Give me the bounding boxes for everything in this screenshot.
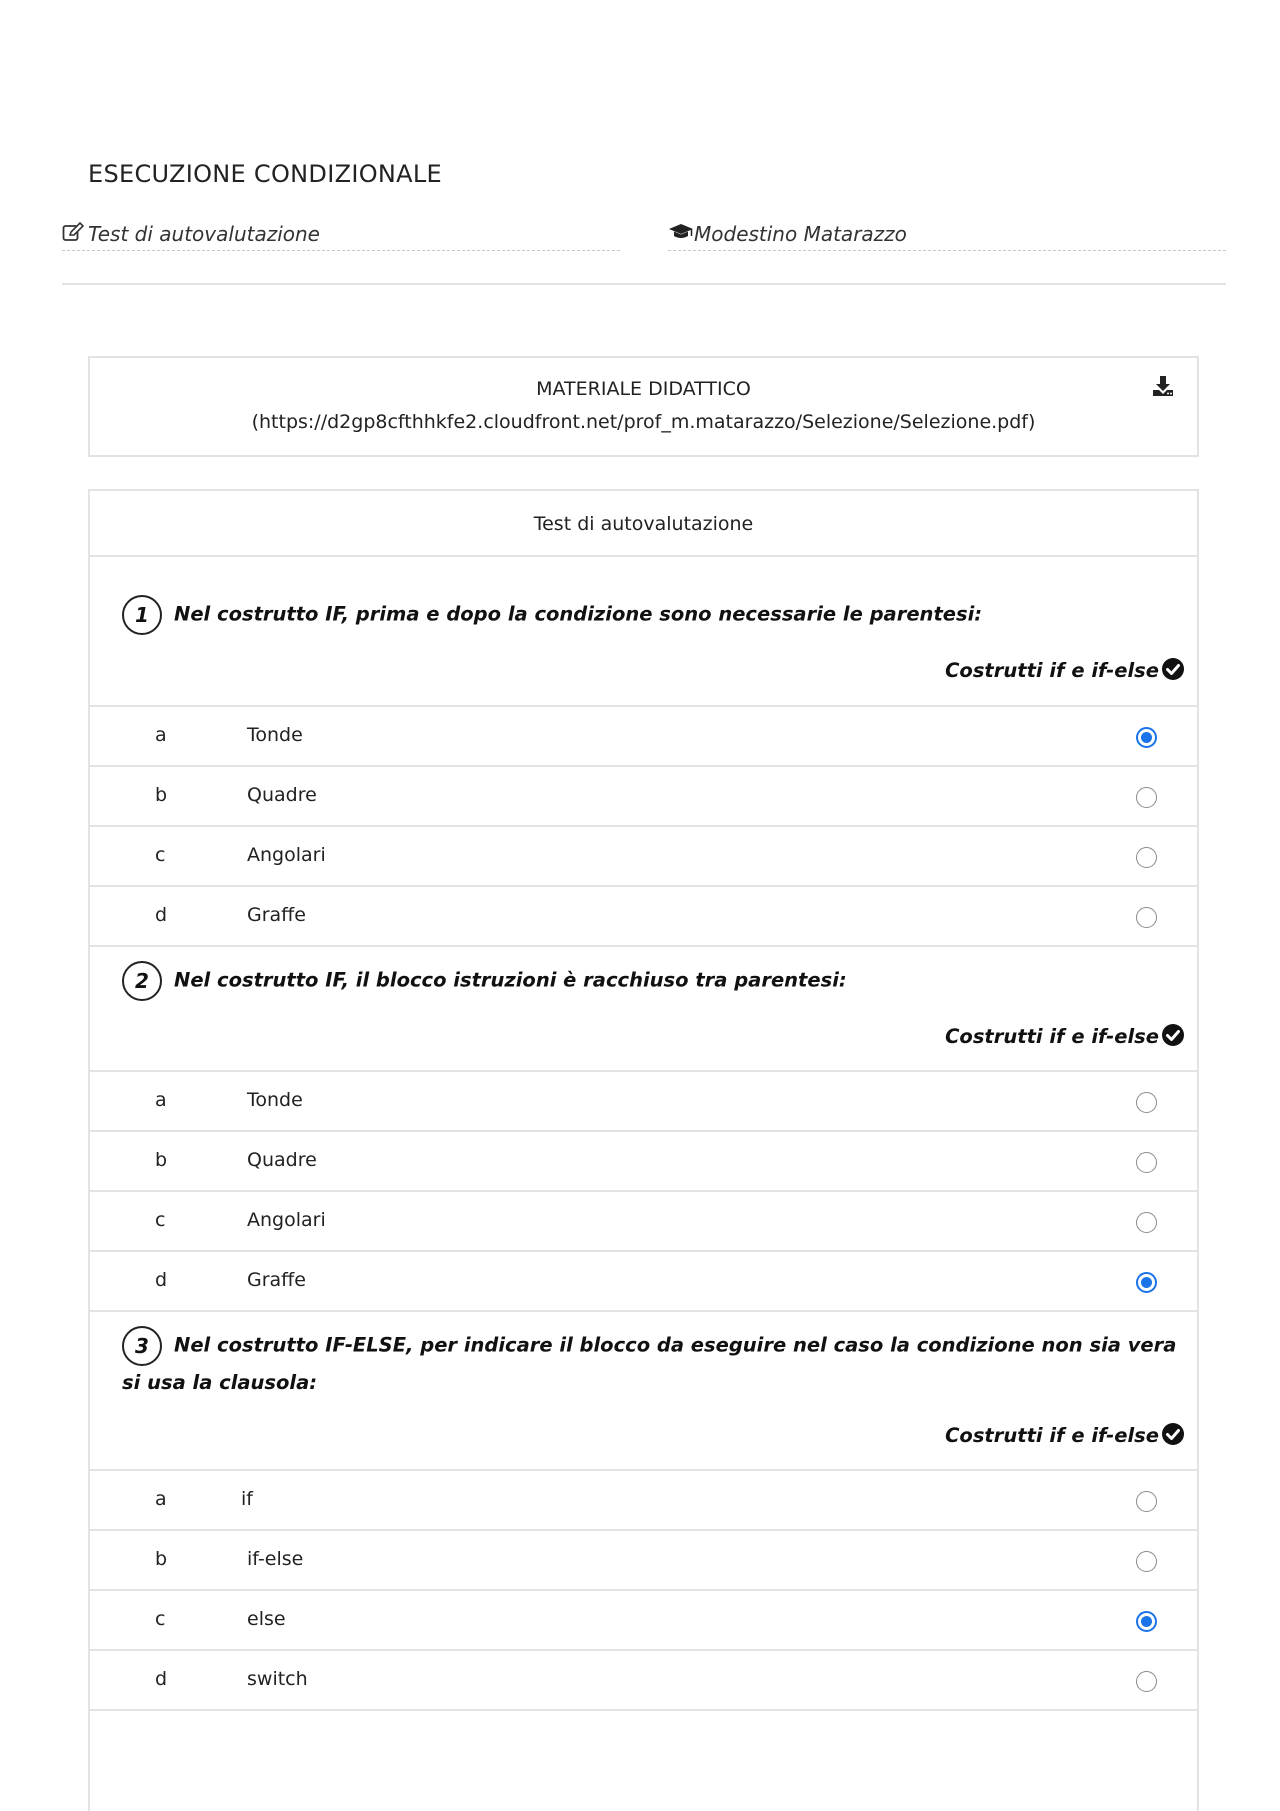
author-label: Modestino Matarazzo — [694, 222, 907, 246]
category-field — [62, 222, 620, 251]
question-topic — [945, 1422, 1185, 1447]
option-radio[interactable] — [1136, 1491, 1157, 1512]
answer-option[interactable] — [90, 1252, 1197, 1312]
option-letter: d — [155, 1269, 168, 1291]
question-text — [122, 961, 1185, 1001]
question-label: Nel costrutto IF, il blocco istruzioni è racchiuso tra parentesi: — [174, 968, 847, 992]
option-letter: a — [155, 1488, 167, 1510]
question-text — [122, 1326, 1185, 1399]
answer-option[interactable] — [90, 767, 1197, 827]
option-radio[interactable] — [1136, 727, 1157, 748]
option-label: switch — [247, 1668, 308, 1690]
option-label: else — [247, 1608, 286, 1630]
option-label: Tonde — [247, 724, 303, 746]
option-label: if-else — [247, 1548, 304, 1570]
option-radio[interactable] — [1136, 1152, 1157, 1173]
option-letter: b — [155, 784, 168, 806]
answer-option[interactable] — [90, 1651, 1197, 1711]
material-heading: MATERIALE DIDATTICO — [536, 378, 751, 400]
option-label: Quadre — [247, 784, 317, 806]
option-label: Angolari — [247, 844, 326, 866]
answer-option[interactable] — [90, 707, 1197, 767]
author-field — [668, 222, 1226, 251]
question-topic — [945, 657, 1185, 682]
question-2 — [90, 947, 1197, 1072]
option-letter: c — [155, 1608, 166, 1630]
question-list — [90, 557, 1197, 1711]
option-label: Graffe — [247, 904, 306, 926]
option-letter: d — [155, 904, 168, 926]
option-letter: b — [155, 1548, 168, 1570]
answer-option[interactable] — [90, 1192, 1197, 1252]
option-label: if — [241, 1488, 253, 1510]
divider — [62, 283, 1226, 285]
download-icon[interactable] — [1151, 374, 1175, 398]
option-radio[interactable] — [1136, 787, 1157, 808]
answer-option[interactable] — [90, 887, 1197, 947]
topic-label: Costrutti if e if-else — [945, 1424, 1159, 1447]
answer-option[interactable] — [90, 827, 1197, 887]
page-title: ESECUZIONE CONDIZIONALE — [88, 160, 442, 188]
question-label: Nel costrutto IF-ELSE, per indicare il blocco da eseguire nel caso la condizione non sia vera si usa la clausola: — [122, 1333, 1177, 1394]
topic-label: Costrutti if e if-else — [945, 659, 1159, 682]
topic-label: Costrutti if e if-else — [945, 1025, 1159, 1048]
answer-option[interactable] — [90, 1072, 1197, 1132]
material-link[interactable]: (https://d2gp8cfthhkfe2.cloudfront.net/prof_m.matarazzo/Selezione/Selezione.pdf) — [251, 411, 1036, 433]
material-panel — [88, 356, 1199, 457]
test-title: Test di autovalutazione — [90, 491, 1197, 557]
option-radio[interactable] — [1136, 1551, 1157, 1572]
option-label: Tonde — [247, 1089, 303, 1111]
option-label: Graffe — [247, 1269, 306, 1291]
question-number: 1 — [122, 595, 162, 635]
option-radio[interactable] — [1136, 847, 1157, 868]
option-radio[interactable] — [1136, 1092, 1157, 1113]
option-radio[interactable] — [1136, 1611, 1157, 1632]
option-letter: c — [155, 844, 166, 866]
answer-option[interactable] — [90, 1531, 1197, 1591]
edit-icon — [62, 222, 88, 246]
answer-option[interactable] — [90, 1471, 1197, 1531]
question-label: Nel costrutto IF, prima e dopo la condizione sono necessarie le parentesi: — [174, 602, 983, 626]
option-radio[interactable] — [1136, 1671, 1157, 1692]
option-radio[interactable] — [1136, 1212, 1157, 1233]
answer-option[interactable] — [90, 1132, 1197, 1192]
option-letter: d — [155, 1668, 168, 1690]
question-number: 2 — [122, 961, 162, 1001]
option-radio[interactable] — [1136, 907, 1157, 928]
test-panel — [88, 489, 1199, 1811]
category-label: Test di autovalutazione — [88, 222, 320, 246]
question-topic — [945, 1023, 1185, 1048]
question-3 — [90, 1312, 1197, 1471]
option-letter: c — [155, 1209, 166, 1231]
option-letter: b — [155, 1149, 168, 1171]
graduation-cap-icon — [668, 222, 694, 246]
question-number: 3 — [122, 1326, 162, 1366]
check-circle-icon — [1161, 1422, 1185, 1446]
option-letter: a — [155, 724, 167, 746]
question-1 — [90, 557, 1197, 707]
answer-option[interactable] — [90, 1591, 1197, 1651]
option-radio[interactable] — [1136, 1272, 1157, 1293]
option-letter: a — [155, 1089, 167, 1111]
question-text — [122, 595, 1185, 635]
option-label: Angolari — [247, 1209, 326, 1231]
option-label: Quadre — [247, 1149, 317, 1171]
check-circle-icon — [1161, 657, 1185, 681]
check-circle-icon — [1161, 1023, 1185, 1047]
